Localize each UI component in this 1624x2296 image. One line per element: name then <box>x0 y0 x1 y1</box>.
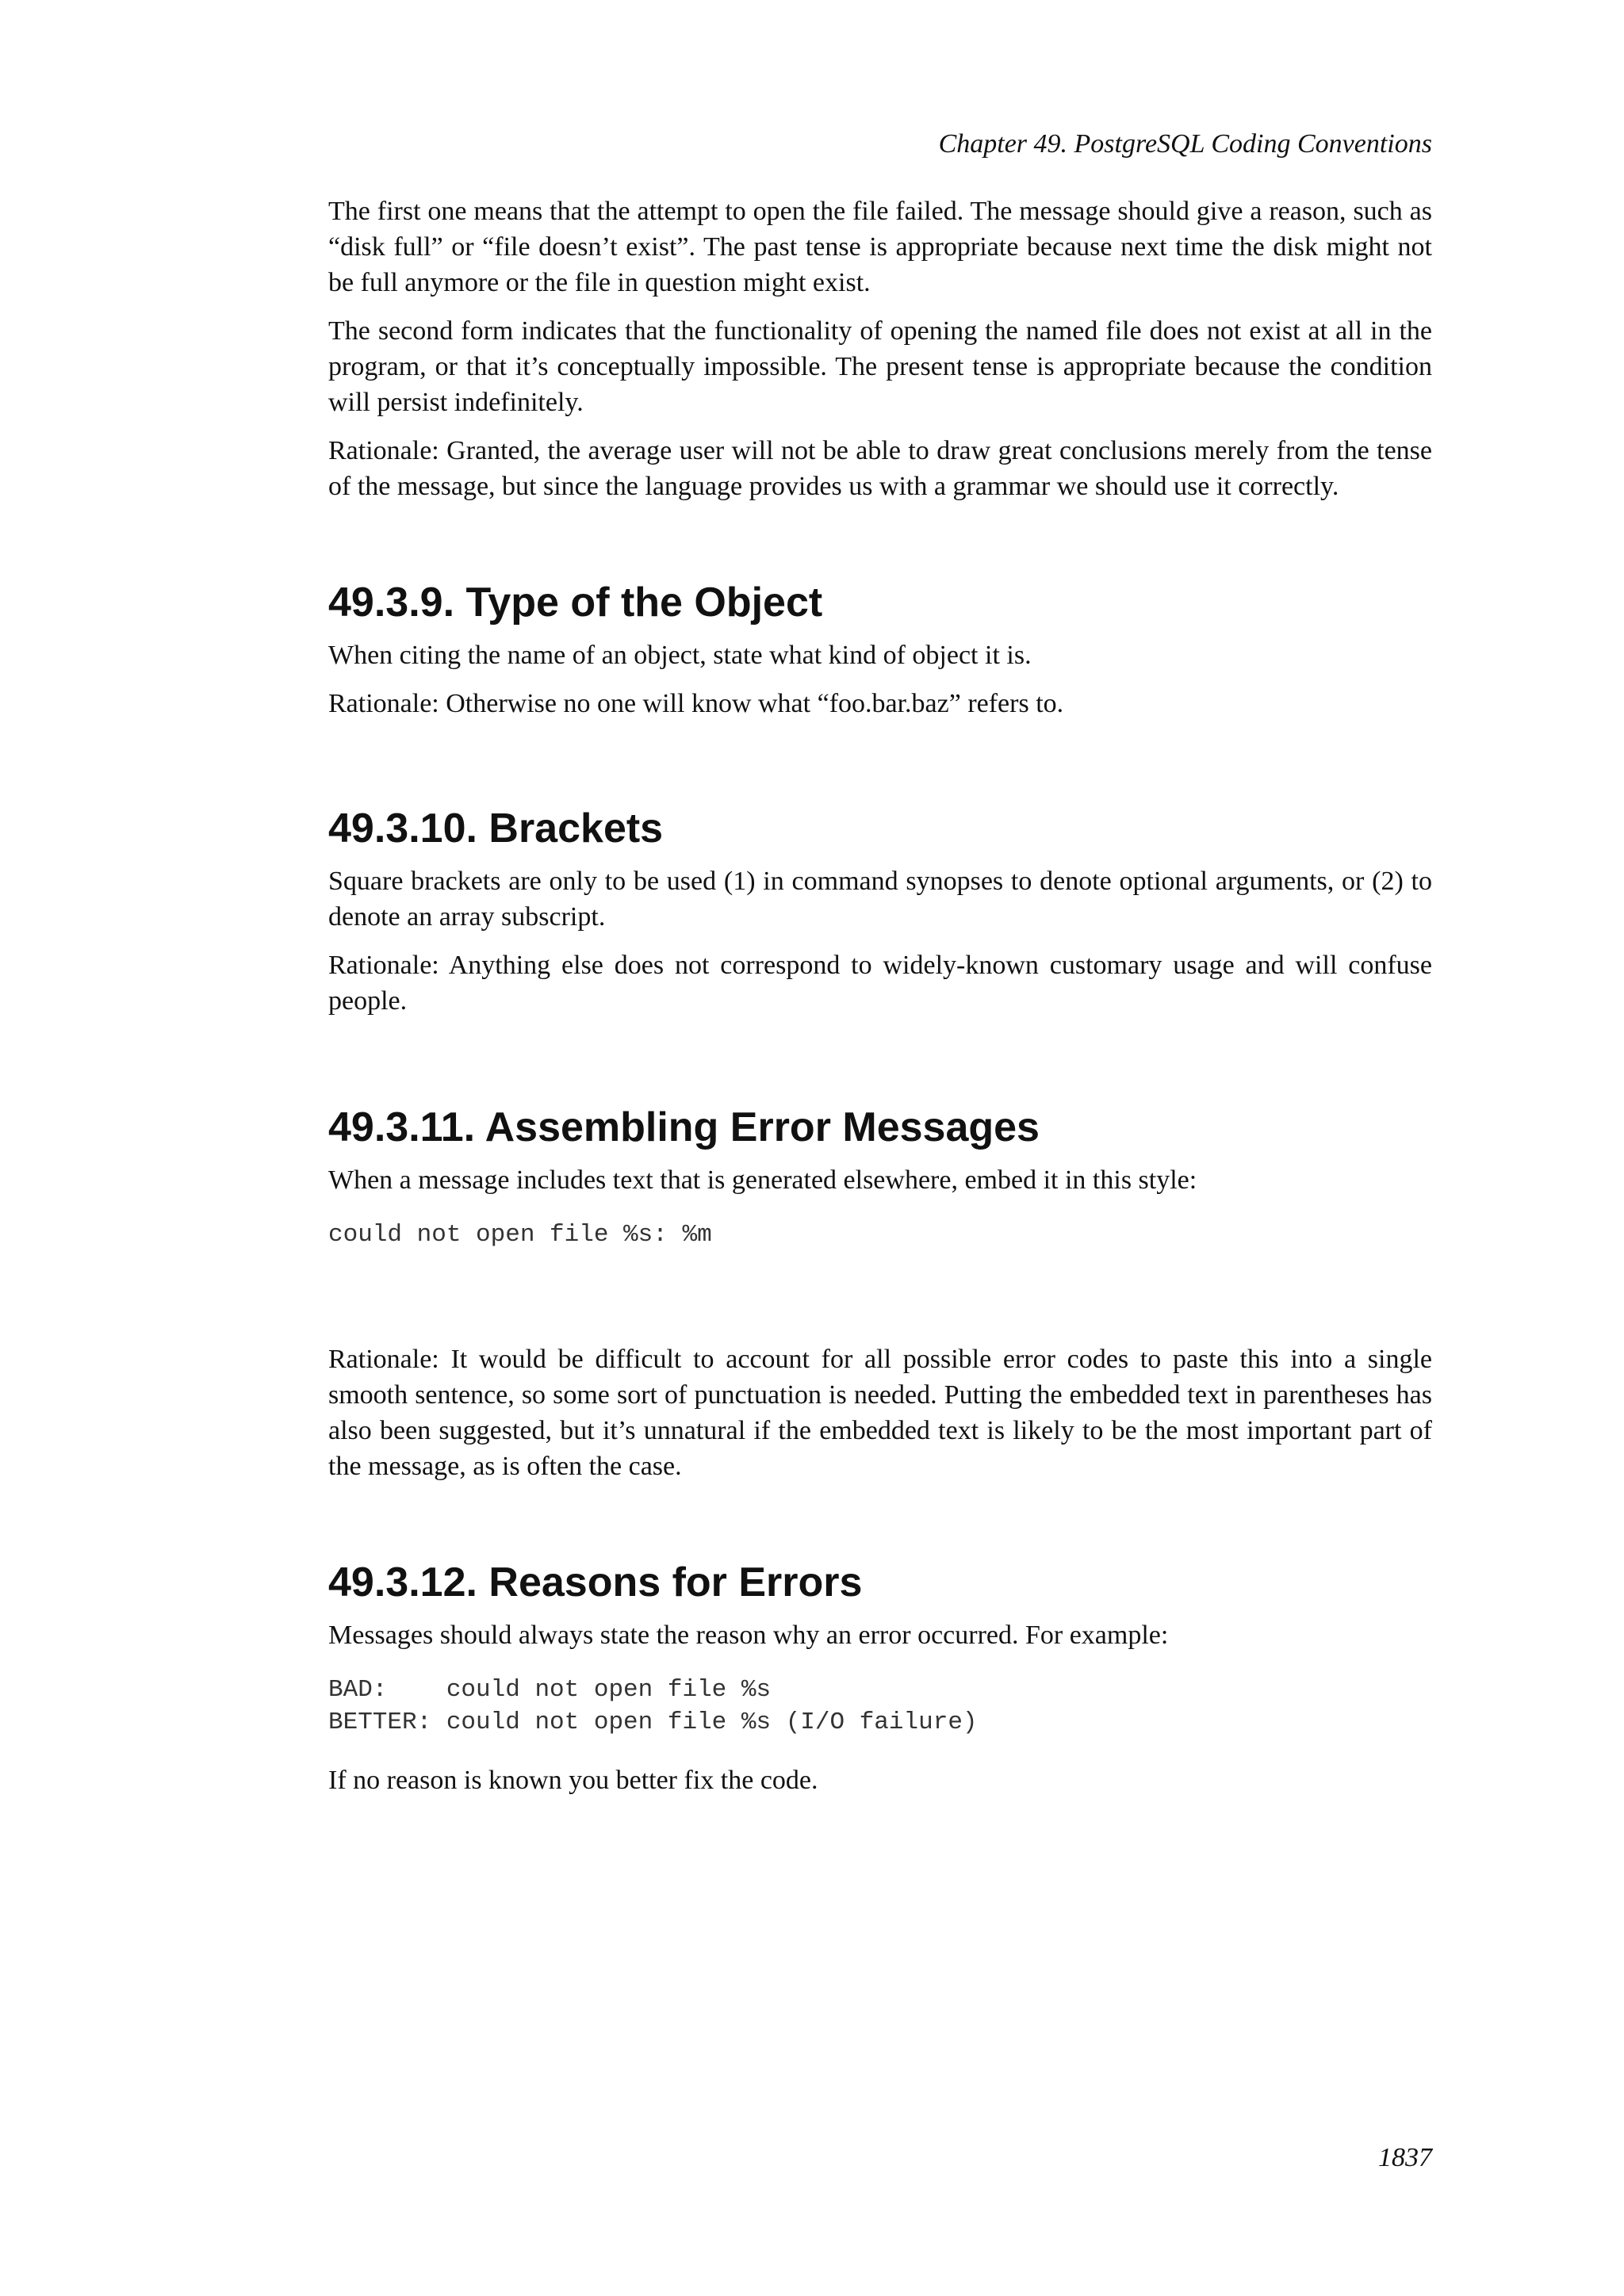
page-number: 1837 <box>1378 2143 1432 2172</box>
intro-text <box>328 193 1432 517</box>
section-heading: 49.3.9. Type of the Object <box>328 580 823 626</box>
section-heading: 49.3.10. Brackets <box>328 806 664 851</box>
paragraph: Square brackets are only to be used (1) in command synopses to denote optional arguments, or (2) to denote an array subscript. <box>328 867 1432 932</box>
running-header: Chapter 49. PostgreSQL Coding Conventions <box>938 129 1432 159</box>
paragraph: The second form indicates that the functionality of opening the named file does not exist at all in the program, or that it’s conceptually impossible. The present tense is appropriate because the condition will persist indefinitely. <box>328 316 1432 417</box>
paragraph: When citing the name of an object, state what kind of object it is. <box>328 641 1032 670</box>
section-brackets <box>328 803 1432 1031</box>
code-example: could not open file %s: %m <box>328 1221 712 1249</box>
paragraph: Rationale: Anything else does not correspond to widely-known customary usage and will confuse people. <box>328 951 1432 1016</box>
section-assembling-rationale <box>328 1341 1432 1497</box>
paragraph: When a message includes text that is generated elsewhere, embed it in this style: <box>328 1165 1197 1195</box>
paragraph: Rationale: Granted, the average user will not be able to draw great conclusions merely from the tense of the message, but since the language provides us with a grammar we should use it correctly. <box>328 436 1432 501</box>
section-heading: 49.3.12. Reasons for Errors <box>328 1559 863 1605</box>
section-heading: 49.3.11. Assembling Error Messages <box>328 1104 1040 1150</box>
paragraph: Messages should always state the reason why an error occurred. For example: <box>328 1621 1169 1650</box>
paragraph: If no reason is known you better fix the code. <box>328 1766 818 1795</box>
section-type-of-object <box>328 577 1432 734</box>
section-reasons-for-errors <box>328 1557 1432 1811</box>
section-assembling-error-messages <box>328 1102 1432 1251</box>
paragraph: Rationale: It would be difficult to account for all possible error codes to paste this into a single smooth sentence, so some sort of punctuation is needed. Putting the embedded text in parentheses has also been suggested, but it’s unnatural if the embedded text is likely to be the most important part of the message, as is often the case. <box>328 1345 1432 1481</box>
paragraph: Rationale: Otherwise no one will know what “foo.bar.baz” refers to. <box>328 689 1064 718</box>
paragraph: The first one means that the attempt to open the file failed. The message should give a reason, such as “disk full” or “file doesn’t exist”. The past tense is appropriate because next time the disk might not be full anymore or the file in question might exist. <box>328 197 1432 297</box>
code-example: BAD: could not open file %s BETTER: could not open file %s (I/O failure) <box>328 1676 978 1736</box>
